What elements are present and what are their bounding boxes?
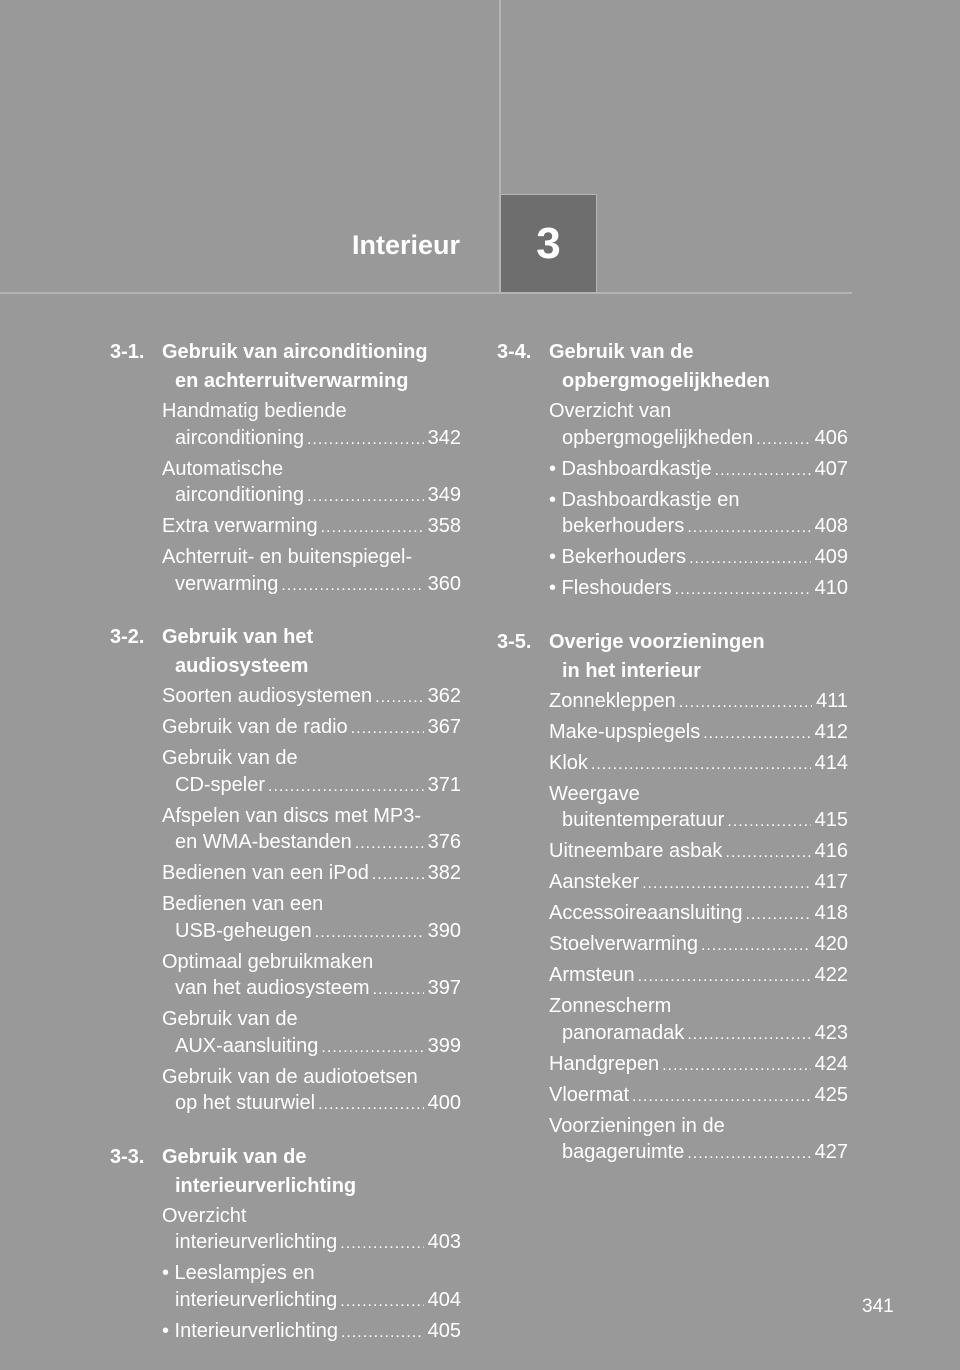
dot-leader [355,831,424,858]
toc-entry-text: Bedienen van een [162,893,324,915]
dot-leader [351,716,424,743]
section-title-line: Gebruik van airconditioning [162,341,428,363]
toc-entry-text: Make-upspiegels [549,720,701,743]
dot-leader [725,840,810,867]
section-heading [110,1143,461,1201]
toc-entry-text: Accessoireaansluiting [549,902,743,924]
toc-entry-text: airconditioning [175,426,304,449]
toc-entry[interactable] [549,456,848,485]
toc-page-ref: 416 [814,840,848,862]
toc-entry-text: bekerhouders [562,515,685,537]
toc-entry[interactable] [549,688,848,717]
toc-page-ref: 399 [427,1034,461,1057]
dot-leader [281,573,423,600]
dot-leader [372,862,424,889]
toc-right-column [497,338,848,1192]
toc-entry-text: Soorten audiosystemen [162,685,373,707]
dot-leader [340,1289,423,1316]
section-title-line: interieurverlichting [175,1174,357,1197]
toc-page-ref: 406 [814,426,848,449]
toc-page-ref: 349 [427,484,461,506]
dot-leader [687,515,810,542]
dot-leader [315,920,424,947]
toc-entry-text: • Dashboardkastje en [549,488,740,511]
toc-entry[interactable] [162,1006,461,1061]
toc-entry-text: Gebruik van de [162,1008,298,1030]
section-title-line: Overige voorzieningen [549,630,765,653]
dot-leader [318,1092,424,1119]
toc-entry-text: Automatische [162,457,284,480]
toc-entry-text: Aansteker [549,871,640,893]
dot-leader [662,1053,811,1080]
toc-entry-text: airconditioning [175,484,304,506]
toc-page-ref: 397 [427,977,461,999]
toc-entry-text: interieurverlichting [175,1288,338,1311]
dot-leader [268,774,424,801]
dot-leader [642,871,811,898]
dot-leader [591,752,811,779]
toc-page-ref: 427 [814,1141,848,1163]
toc-page-ref: 411 [816,689,848,712]
dot-leader [687,1141,810,1168]
toc-entry[interactable] [162,1318,461,1347]
toc-entry-text: bagageruimte [562,1141,685,1163]
dot-leader [375,685,423,712]
toc-entry-text: USB-geheugen [175,919,312,942]
dot-leader [321,515,424,542]
toc-entry[interactable] [549,487,848,542]
dot-leader [341,1320,424,1347]
toc-page-ref: 407 [814,457,848,480]
toc-page-ref: 342 [427,426,461,449]
toc-entry[interactable] [162,803,461,858]
toc-entry-text: • Bekerhouders [549,546,687,568]
toc-entry[interactable] [162,398,461,453]
dot-leader [307,427,424,454]
toc-entry[interactable] [549,575,848,604]
toc-left-column [110,338,461,1370]
toc-section-3-4 [497,338,848,604]
toc-entry-text: Gebruik van de radio [162,716,348,738]
page-number: 341 [862,1296,894,1317]
chapter-number-tab [500,194,597,292]
toc-entry-text: interieurverlichting [175,1231,338,1253]
section-title-line: in het interieur [562,659,701,682]
toc-page-ref: 409 [814,546,848,568]
toc-entry[interactable] [549,1051,848,1080]
section-heading [110,338,461,396]
toc-entry[interactable] [162,891,461,946]
section-heading [110,623,461,681]
toc-entry[interactable] [549,544,848,573]
toc-entry-text: Stoelverwarming [549,933,698,955]
dot-leader [727,809,810,836]
toc-section-3-5 [497,628,848,1168]
dot-leader [638,964,811,991]
section-title-line: opbergmogelijkheden [562,370,770,392]
section-heading [497,628,848,686]
toc-page-ref: 390 [427,919,461,942]
section-number: 3-4. [497,341,532,363]
chapter-number: 3 [536,218,561,268]
toc-entry[interactable] [549,931,848,960]
header-horizontal-rule [0,292,852,294]
toc-entry-text: Overzicht van [549,400,672,422]
chapter-title: Interieur [351,230,460,260]
toc-page-ref: 404 [427,1288,461,1311]
toc-entry-text: Zonnekleppen [549,689,676,712]
toc-section-3-3 [110,1143,461,1347]
toc-entry[interactable] [162,456,461,511]
toc-entry-text: en WMA-bestanden [175,831,352,853]
toc-entry-text: Klok [549,751,588,774]
section-title-line: Gebruik van het [162,626,314,648]
dot-leader [373,977,424,1004]
toc-page-ref: 424 [814,1052,848,1075]
toc-entry-text: CD-speler [175,773,266,796]
toc-entry[interactable] [549,962,848,991]
toc-entry-text: Bedienen van een iPod [162,862,369,884]
toc-entry-text: • Interieurverlichting [162,1319,338,1342]
toc-page-ref: 400 [427,1092,461,1114]
toc-page-ref: 417 [814,871,848,893]
dot-leader [675,577,811,604]
toc-page-ref: 422 [814,964,848,986]
toc-entry-text: Overzicht [162,1204,247,1227]
toc-entry-text: Gebruik van de audiotoetsen [162,1065,418,1088]
toc-entry[interactable] [549,781,848,836]
toc-entry[interactable] [549,750,848,779]
toc-page-ref: 420 [814,933,848,955]
toc-entry[interactable] [549,1082,848,1111]
dot-leader [321,1035,423,1062]
dot-leader [756,427,810,454]
section-title-line: Gebruik van de [162,1145,307,1168]
toc-page-ref: 408 [814,515,848,537]
section-heading [497,338,848,396]
toc-entry[interactable] [162,714,461,743]
toc-page-ref: 415 [814,809,848,831]
toc-entry-text: Gebruik van de [162,747,298,769]
toc-entry[interactable] [162,544,461,599]
toc-entry[interactable] [162,1064,461,1119]
dot-leader [715,458,811,485]
toc-entry-text: buitentemperatuur [562,809,725,831]
toc-page-ref: 403 [427,1231,461,1253]
toc-page-ref: 423 [814,1021,848,1044]
section-title-line: en achterruitverwarming [175,370,409,392]
toc-entry[interactable] [162,1203,461,1258]
toc-entry[interactable] [162,683,461,712]
toc-entry[interactable] [549,993,848,1048]
section-title-line: Gebruik van de [549,341,694,363]
toc-entry-text: Achterruit- en buitenspiegel- [162,546,413,568]
dot-leader [745,902,810,929]
toc-entry-text: Afspelen van discs met MP3- [162,804,421,827]
dot-leader [307,484,424,511]
toc-entry-text: Zonnescherm [549,995,672,1017]
toc-entry[interactable] [549,398,848,453]
toc-page-ref: 382 [427,862,461,884]
dot-leader [687,1022,810,1049]
toc-page-ref: 371 [427,773,461,796]
section-number: 3-3. [110,1145,145,1168]
toc-entry[interactable] [549,719,848,748]
toc-entry[interactable] [549,900,848,929]
toc-entry-text: • Fleshouders [549,577,672,599]
toc-entry[interactable] [549,1113,848,1168]
toc-page-ref: 358 [427,515,461,537]
toc-page-ref: 367 [427,716,461,738]
dot-leader [703,721,810,748]
toc-page-ref: 410 [814,577,848,599]
toc-entry-text: Weergave [549,782,640,805]
dot-leader [701,933,811,960]
toc-entry-text: panoramadak [562,1021,685,1044]
toc-entry[interactable] [162,949,461,1004]
toc-entry[interactable] [549,838,848,867]
dot-leader [340,1231,423,1258]
section-number: 3-1. [110,341,145,363]
toc-page-ref: 376 [427,831,461,853]
toc-page-ref: 425 [814,1083,848,1106]
dot-leader [632,1084,811,1111]
toc-page-ref: 405 [427,1319,461,1342]
toc-entry-text: Voorzieningen in de [549,1114,725,1137]
toc-entry-text: Uitneembare asbak [549,840,723,862]
toc-entry-text: AUX-aansluiting [175,1034,319,1057]
toc-entry-text: Vloermat [549,1083,630,1106]
toc-page-ref: 360 [427,572,461,595]
toc-page-ref: 412 [814,720,848,743]
dot-leader [679,690,812,717]
toc-entry[interactable] [162,1260,461,1315]
toc-entry-text: op het stuurwiel [175,1092,316,1114]
toc-entry-text: Handgrepen [549,1052,660,1075]
toc-entry[interactable] [162,745,461,800]
toc-entry-text: • Leeslampjes en [162,1262,315,1284]
section-title-line: audiosysteem [175,655,309,677]
toc-page-ref: 362 [427,685,461,707]
dot-leader [689,546,811,573]
toc-section-3-1 [110,338,461,599]
toc-page-ref: 414 [814,751,848,774]
toc-section-3-2 [110,623,461,1119]
toc-entry-text: Handmatig bediende [162,400,347,422]
toc-entry-text: opbergmogelijkheden [562,426,754,449]
toc-entry-text: • Dashboardkastje [549,457,712,480]
toc-entry[interactable] [549,869,848,898]
toc-entry-text: Armsteun [549,964,635,986]
section-number: 3-5. [497,630,532,653]
toc-entry-text: Optimaal gebruikmaken [162,950,374,973]
toc-page-ref: 418 [814,902,848,924]
toc-entry[interactable] [162,513,461,542]
toc-entry-text: van het audiosysteem [175,977,370,999]
toc-entry[interactable] [162,860,461,889]
toc-entry-text: Extra verwarming [162,515,318,537]
section-number: 3-2. [110,626,145,648]
toc-entry-text: verwarming [175,572,279,595]
